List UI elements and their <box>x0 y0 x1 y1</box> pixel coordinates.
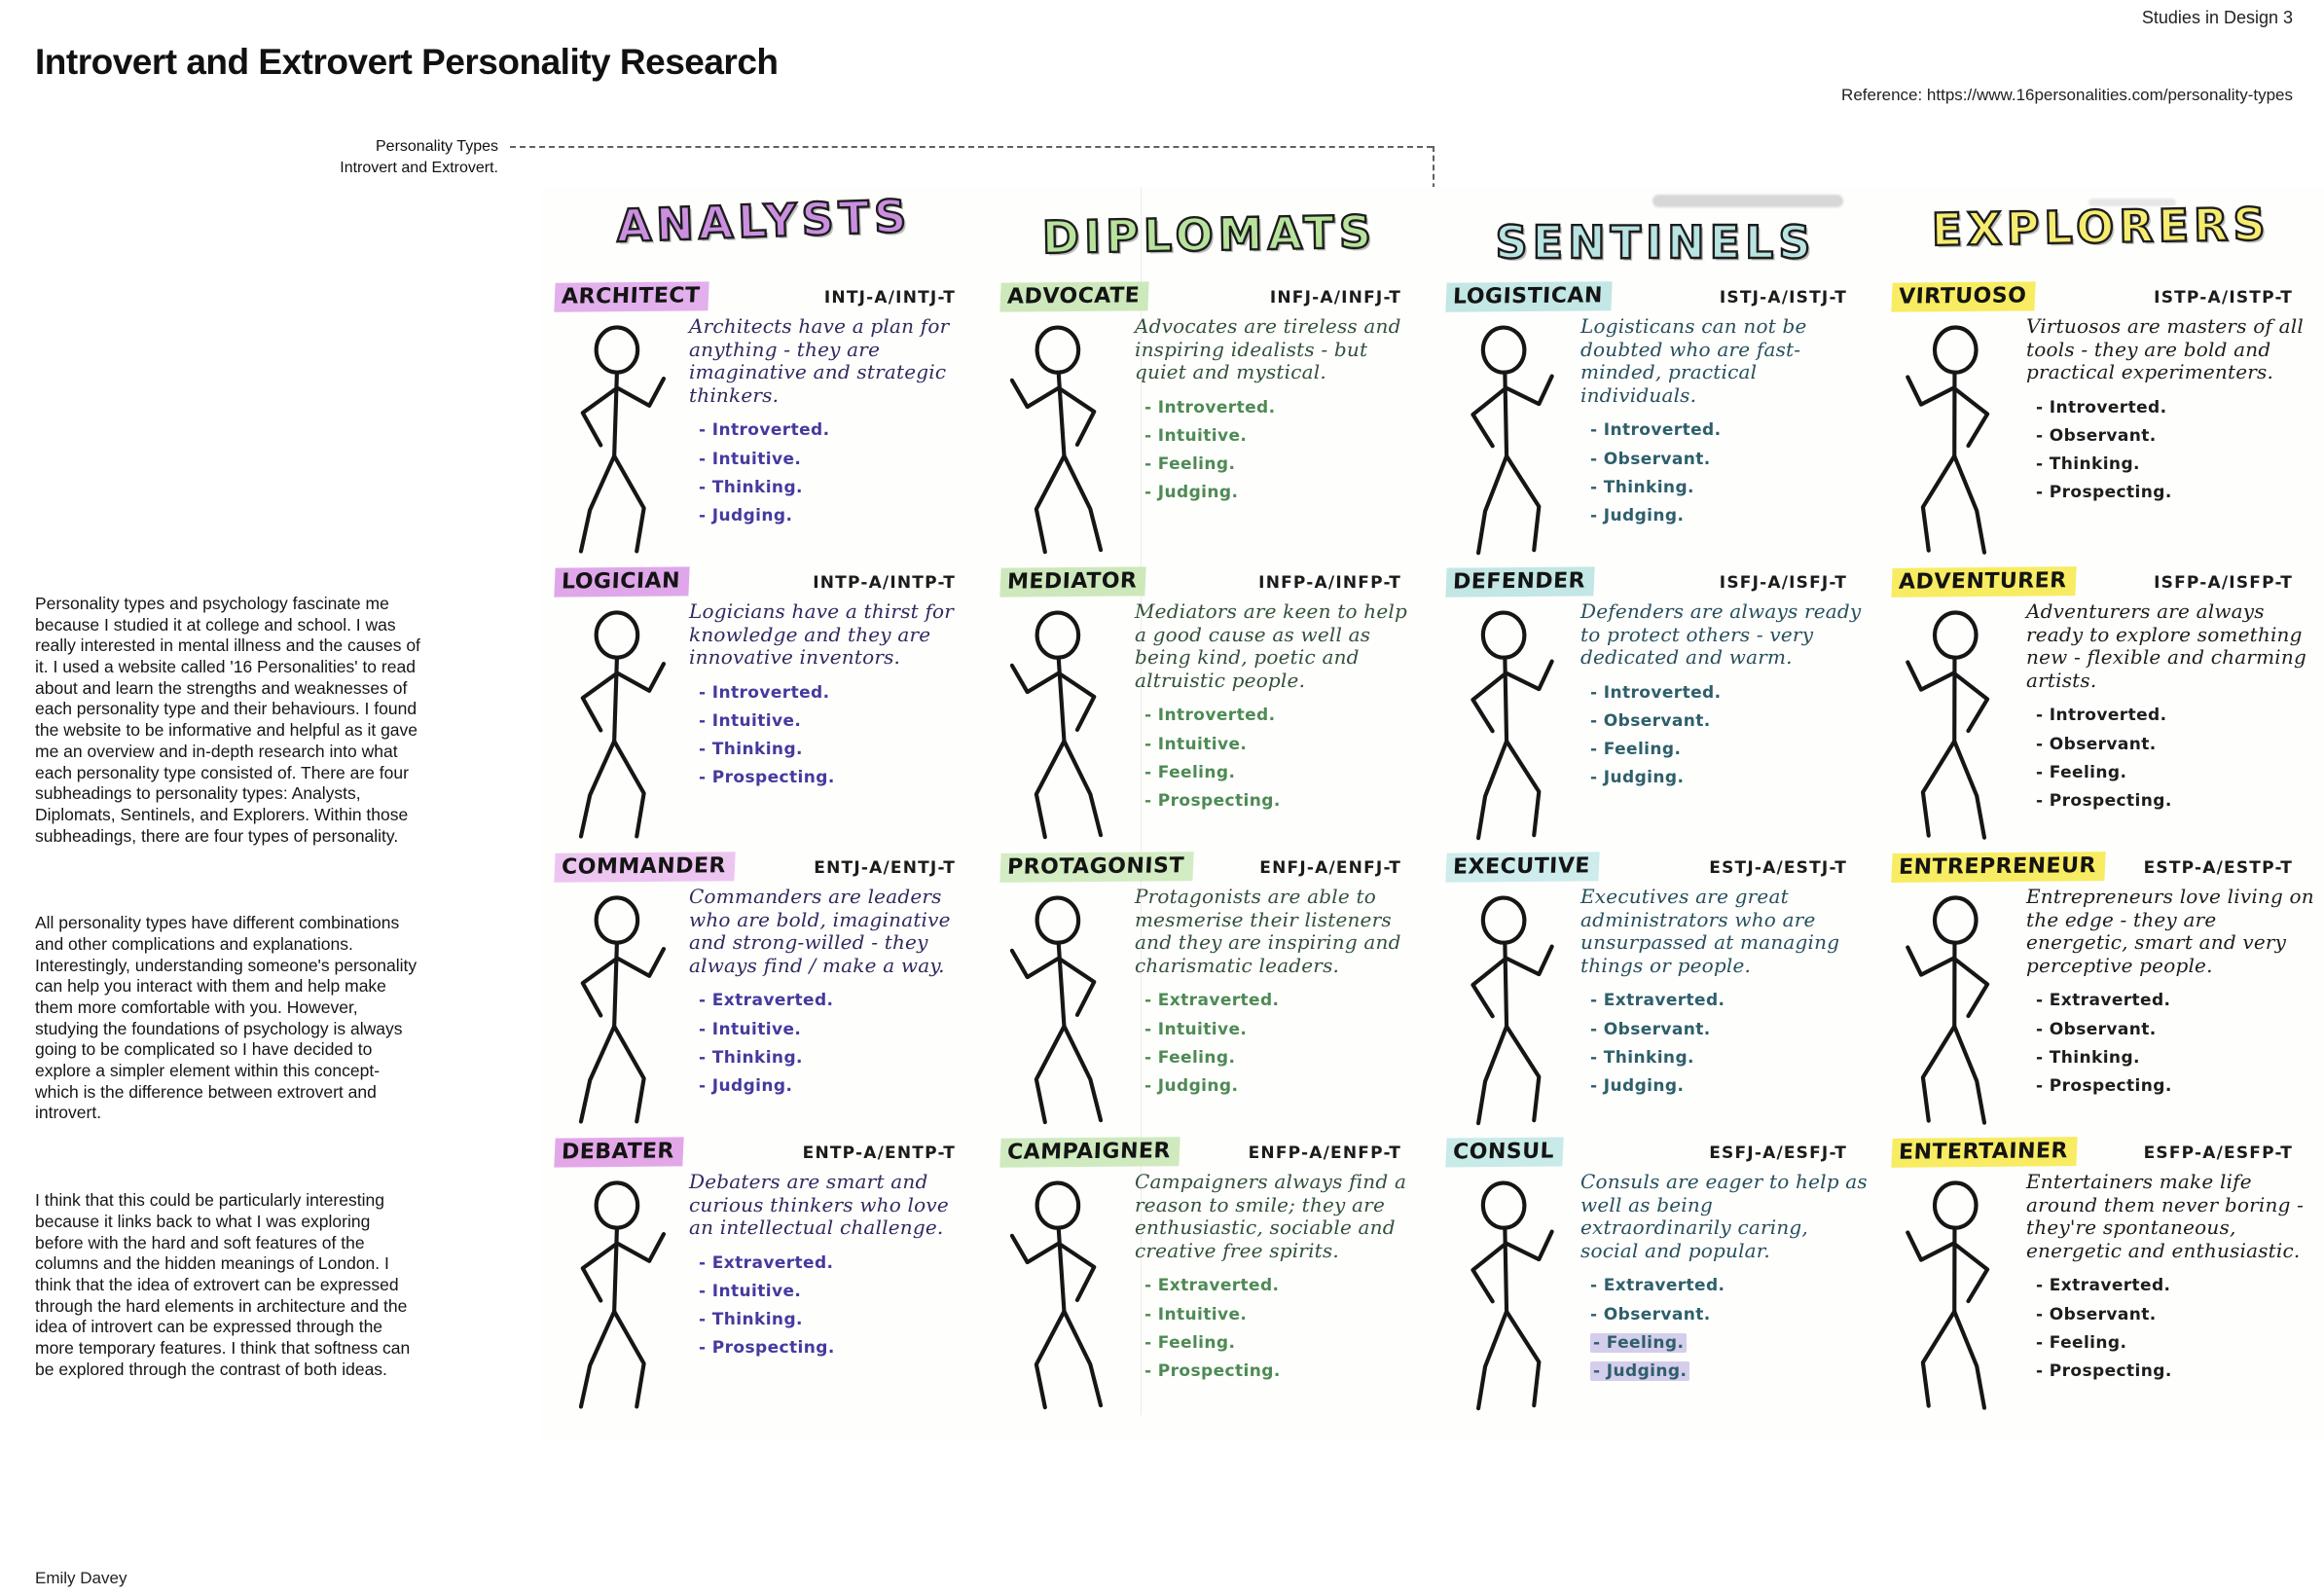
personality-name-label: ARCHITECT <box>554 281 709 311</box>
personality-description: Advocates are tireless and inspiring idealists - but quiet and mystical. <box>1135 314 1401 384</box>
annotation-dashed-line <box>510 146 1433 148</box>
sidebar-commentary <box>35 594 420 1446</box>
personality-name-label: ENTERTAINER <box>1891 1137 2077 1168</box>
trait-item: - Prospecting. <box>1144 1361 1281 1382</box>
trait-item: - Introverted. <box>1144 706 1276 726</box>
annotation-line-1: Personality Types <box>376 138 498 155</box>
trait-item: - Judging. <box>1590 1358 1869 1386</box>
personality-card <box>1878 849 2324 1134</box>
personality-card <box>1433 1134 1878 1419</box>
scan-smudge <box>1652 195 1843 207</box>
personality-description: Executives are great administrators who are unsurpassed at managing things or people. <box>1580 885 1840 977</box>
personality-description: Defenders are always ready to protect others - very dedicated and warm. <box>1580 599 1862 670</box>
stick-figure-icon <box>555 884 689 1127</box>
personality-card <box>541 1134 987 1419</box>
personality-description: Architects have a plan for anything - they are imaginative and strategic thinkers. <box>689 314 950 407</box>
personality-type-code: ENTJ-A/ENTJ-T <box>814 858 956 878</box>
trait-item: - Feeling. <box>1144 1047 1236 1068</box>
stick-figure-icon <box>1446 313 1580 557</box>
personality-card <box>987 563 1433 849</box>
personality-name-label: ADVENTURER <box>1891 566 2076 598</box>
group-header-diplomats: DIPLOMATS <box>1041 205 1377 264</box>
trait-item: - Observant. <box>1590 711 1711 732</box>
personality-description: Virtuosos are masters of all tools - they are bold and practical experimenters. <box>2026 314 2304 384</box>
trait-item: - Extraverted. <box>699 991 834 1011</box>
trait-item: - Observant. <box>2036 734 2157 754</box>
personality-description: Debaters are smart and curious thinkers who love an intellectual challenge. <box>689 1170 949 1240</box>
personality-board <box>541 187 2324 1442</box>
trait-item: - Judging. <box>1590 768 1685 788</box>
trait-list <box>1135 394 1423 508</box>
trait-item: - Introverted. <box>2036 706 2167 726</box>
trait-item: - Prospecting. <box>2036 483 2172 503</box>
trait-item: - Feeling. <box>2036 762 2127 782</box>
personality-name-label: CAMPAIGNER <box>999 1137 1180 1168</box>
trait-item: - Introverted. <box>1590 420 1722 441</box>
trait-item: - Extraverted. <box>2036 1276 2171 1296</box>
stick-figure-icon <box>555 1169 689 1412</box>
trait-item: - Intuitive. <box>699 1282 802 1302</box>
personality-type-code: ISFP-A/ISFP-T <box>2154 573 2293 593</box>
trait-item: - Feeling. <box>1144 762 1236 782</box>
trait-item: - Prospecting. <box>699 1338 835 1359</box>
personality-name-label: ADVOCATE <box>999 281 1149 311</box>
trait-item: - Intuitive. <box>1144 1304 1248 1324</box>
trait-item: - Thinking. <box>699 740 803 760</box>
trait-item: - Feeling. <box>2036 1332 2127 1353</box>
personality-card <box>987 1134 1433 1419</box>
trait-item: - Extraverted. <box>1590 991 1725 1011</box>
personality-card <box>541 849 987 1134</box>
trait-list <box>1580 417 1869 530</box>
trait-item: - Prospecting. <box>2036 1361 2172 1382</box>
personality-name-label: EXECUTIVE <box>1445 852 1599 882</box>
personality-name-label: VIRTUOSO <box>1891 281 2036 311</box>
reference-url: Reference: https://www.16personalities.com/personality-types <box>1841 86 2293 104</box>
personality-type-code: ESTJ-A/ESTJ-T <box>1709 858 1847 878</box>
trait-list <box>2026 987 2314 1101</box>
trait-item: - Judging. <box>699 1076 793 1097</box>
trait-list <box>689 987 977 1101</box>
trait-item: - Extraverted. <box>699 1252 834 1273</box>
personality-description: Consuls are eager to help as well as being extraordinarily caring, social and popular. <box>1580 1170 1868 1262</box>
trait-item: - Thinking. <box>699 1047 803 1068</box>
trait-list <box>689 417 977 530</box>
trait-item: - Prospecting. <box>699 768 835 788</box>
trait-list <box>1580 679 1869 793</box>
trait-item: - Introverted. <box>1590 682 1722 703</box>
trait-list <box>689 1250 977 1363</box>
trait-list <box>1135 987 1423 1101</box>
trait-item: - Introverted. <box>1144 397 1276 417</box>
personality-type-code: ESFJ-A/ESFJ-T <box>1709 1143 1847 1163</box>
trait-list <box>2026 1272 2314 1386</box>
personality-description: Commanders are leaders who are bold, imaginative and strong-willed - they always find / make a way. <box>689 885 951 977</box>
personality-name-label: LOGISTICAN <box>1445 281 1612 311</box>
personality-type-code: ENFP-A/ENFP-T <box>1248 1143 1401 1163</box>
trait-item: - Judging. <box>1144 483 1239 503</box>
group-header-sentinels: SENTINELS <box>1495 216 1816 269</box>
personality-card <box>1433 849 1878 1134</box>
personality-description: Protagonists are able to mesmerise their listeners and they are inspiring and charismatic leaders. <box>1135 885 1401 977</box>
stick-figure-icon <box>1000 313 1135 557</box>
stick-figure-icon <box>1892 598 2026 842</box>
trait-item: - Introverted. <box>699 420 830 441</box>
personality-card <box>987 278 1433 563</box>
personality-card <box>1878 278 2324 563</box>
stick-figure-icon <box>1892 884 2026 1127</box>
trait-item: - Extraverted. <box>1144 1276 1280 1296</box>
trait-list <box>1580 987 1869 1101</box>
personality-card <box>541 278 987 563</box>
personality-card <box>1433 563 1878 849</box>
trait-item: - Prospecting. <box>1144 791 1281 812</box>
trait-item: - Observant. <box>2036 1304 2157 1324</box>
personality-card <box>1433 278 1878 563</box>
stick-figure-icon <box>1892 1169 2026 1412</box>
trait-item: - Judging. <box>1590 506 1685 526</box>
trait-item: - Thinking. <box>699 477 803 497</box>
personality-type-code: INTJ-A/INTJ-T <box>823 288 956 308</box>
trait-item: - Intuitive. <box>1144 734 1248 754</box>
trait-item: - Thinking. <box>1590 477 1694 497</box>
personality-type-code: ESTP-A/ESTP-T <box>2143 858 2293 878</box>
course-label: Studies in Design 3 <box>2141 8 2293 27</box>
trait-item: - Judging. <box>1144 1076 1239 1097</box>
annotation-line-2: Introvert and Extrovert. <box>340 159 498 176</box>
trait-item: - Feeling. <box>1144 454 1236 475</box>
personality-card <box>541 563 987 849</box>
stick-figure-icon <box>555 598 689 842</box>
stick-figure-icon <box>1446 598 1580 842</box>
personality-name-label: ENTREPRENEUR <box>1891 852 2105 883</box>
personality-description: Entertainers make life around them never boring - they're spontaneous, energetic and enthusiastic. <box>2026 1170 2305 1262</box>
personality-type-code: INFJ-A/INFJ-T <box>1269 288 1401 308</box>
trait-item: - Introverted. <box>2036 397 2167 417</box>
stick-figure-icon <box>1446 884 1580 1127</box>
personality-name-label: LOGICIAN <box>554 566 689 597</box>
trait-list <box>1135 1272 1423 1386</box>
trait-item: - Feeling. <box>1590 1329 1869 1358</box>
trait-item: - Thinking. <box>1590 1047 1694 1068</box>
personality-description: Mediators are keen to help a good cause as well as being kind, poetic and altruistic people. <box>1135 599 1407 692</box>
trait-item: - Thinking. <box>2036 1047 2140 1068</box>
personality-description: Campaigners always find a reason to smile; they are enthusiastic, sociable and creative free spirits. <box>1135 1170 1407 1262</box>
personality-name-label: DEBATER <box>554 1137 683 1167</box>
stick-figure-icon <box>1892 313 2026 557</box>
personality-name-label: CONSUL <box>1445 1137 1563 1167</box>
annotation-label <box>292 136 498 178</box>
personality-type-code: INTP-A/INTP-T <box>813 573 956 593</box>
personality-type-code: ENTP-A/ENTP-T <box>802 1143 956 1163</box>
trait-item: - Thinking. <box>2036 454 2140 475</box>
trait-item: - Prospecting. <box>2036 791 2172 812</box>
personality-type-code: ENFJ-A/ENFJ-T <box>1259 858 1401 878</box>
personality-card <box>1878 1134 2324 1419</box>
personality-card <box>1878 563 2324 849</box>
trait-item: - Intuitive. <box>1144 426 1248 447</box>
personality-name-label: PROTAGONIST <box>999 852 1193 883</box>
trait-list <box>2026 394 2314 508</box>
personality-type-code: ISTJ-A/ISTJ-T <box>1719 288 1847 308</box>
personality-description: Logisticans can not be doubted who are fast-minded, practical individuals. <box>1580 314 1807 407</box>
trait-item: - Observant. <box>1590 1304 1711 1324</box>
trait-item: - Extraverted. <box>2036 991 2171 1011</box>
group-header-analysts: ANALYSTS <box>615 189 912 253</box>
stick-figure-icon <box>1000 884 1135 1127</box>
trait-item: - Judging. <box>1590 1076 1685 1097</box>
personality-description: Adventurers are always ready to explore something new - flexible and charming artists. <box>2026 599 2306 692</box>
stick-figure-icon <box>555 313 689 557</box>
trait-item: - Feeling. <box>1590 740 1682 760</box>
trait-item: - Extraverted. <box>1590 1276 1725 1296</box>
personality-type-code: ISFJ-A/ISFJ-T <box>1719 573 1847 593</box>
personality-type-code: INFP-A/INFP-T <box>1258 573 1401 593</box>
group-header-explorers: EXPLORERS <box>1931 197 2271 257</box>
trait-item: - Intuitive. <box>1144 1019 1248 1039</box>
page-title: Introvert and Extrovert Personality Research <box>35 41 779 82</box>
commentary-paragraph: Personality types and psychology fascinate me because I studied it at college and school. I was really interested in mental illness and the causes of it. I used a website called '16 Personalities' to read about and learn the strengths and weaknesses of each personality type and their behaviours. I found the website to be informative and helpful as it gave me an overview and in-depth research into what each personality type consisted of. There are four subheadings to personality types: Analysts, Diplomats, Sentinels, and Explorers. Within those subheadings, there are four types of personality. <box>35 594 420 846</box>
trait-item: - Intuitive. <box>699 449 802 469</box>
trait-item: - Extraverted. <box>1144 991 1280 1011</box>
trait-item: - Introverted. <box>699 682 830 703</box>
stick-figure-icon <box>1446 1169 1580 1412</box>
trait-item: - Intuitive. <box>699 1019 802 1039</box>
trait-list <box>1580 1272 1869 1386</box>
trait-item: - Observant. <box>2036 426 2157 447</box>
trait-item: - Judging. <box>699 506 793 526</box>
personality-name-label: COMMANDER <box>554 852 735 883</box>
personality-description: Logicians have a thirst for knowledge and they are innovative inventors. <box>689 599 955 670</box>
personality-type-code: ESFP-A/ESFP-T <box>2143 1143 2293 1163</box>
trait-list <box>689 679 977 793</box>
stick-figure-icon <box>1000 598 1135 842</box>
trait-item: - Feeling. <box>1144 1332 1236 1353</box>
trait-item: - Prospecting. <box>2036 1076 2172 1097</box>
trait-list <box>1135 702 1423 816</box>
commentary-paragraph: I think that this could be particularly interesting because it links back to what I was exploring before with the hard and soft features of the columns and the hidden meanings of London. I think that the idea of extrovert can be expressed through the hard elements in architecture and the idea of introvert can be expressed through the more temporary features. I think that softness can be explored through the contrast of both ideas. <box>35 1190 411 1379</box>
personality-name-label: MEDIATOR <box>999 566 1146 597</box>
author-name: Emily Davey <box>35 1569 127 1587</box>
trait-item: - Intuitive. <box>699 711 802 732</box>
trait-list <box>2026 702 2314 816</box>
personality-type-code: ISTP-A/ISTP-T <box>2154 288 2293 308</box>
cards-grid <box>541 276 2324 1419</box>
personality-description: Entrepreneurs love living on the edge - they are energetic, smart and very perceptive people. <box>2026 885 2314 977</box>
stick-figure-icon <box>1000 1169 1135 1412</box>
personality-card <box>987 849 1433 1134</box>
trait-item: - Thinking. <box>699 1310 803 1330</box>
commentary-paragraph: All personality types have different combinations and other complications and explanations. Interestingly, understanding someone's personality can help you interact with them and help make them more comfortable with you. However, studying the foundations of psychology is always going to be complicated so I have decided to explore a simpler element within this concept- which is the difference between extrovert and introvert. <box>35 913 418 1123</box>
trait-item: - Observant. <box>1590 449 1711 469</box>
personality-name-label: DEFENDER <box>1445 566 1594 597</box>
trait-item: - Observant. <box>2036 1019 2157 1039</box>
group-headers-row <box>541 187 2324 276</box>
trait-item: - Observant. <box>1590 1019 1711 1039</box>
